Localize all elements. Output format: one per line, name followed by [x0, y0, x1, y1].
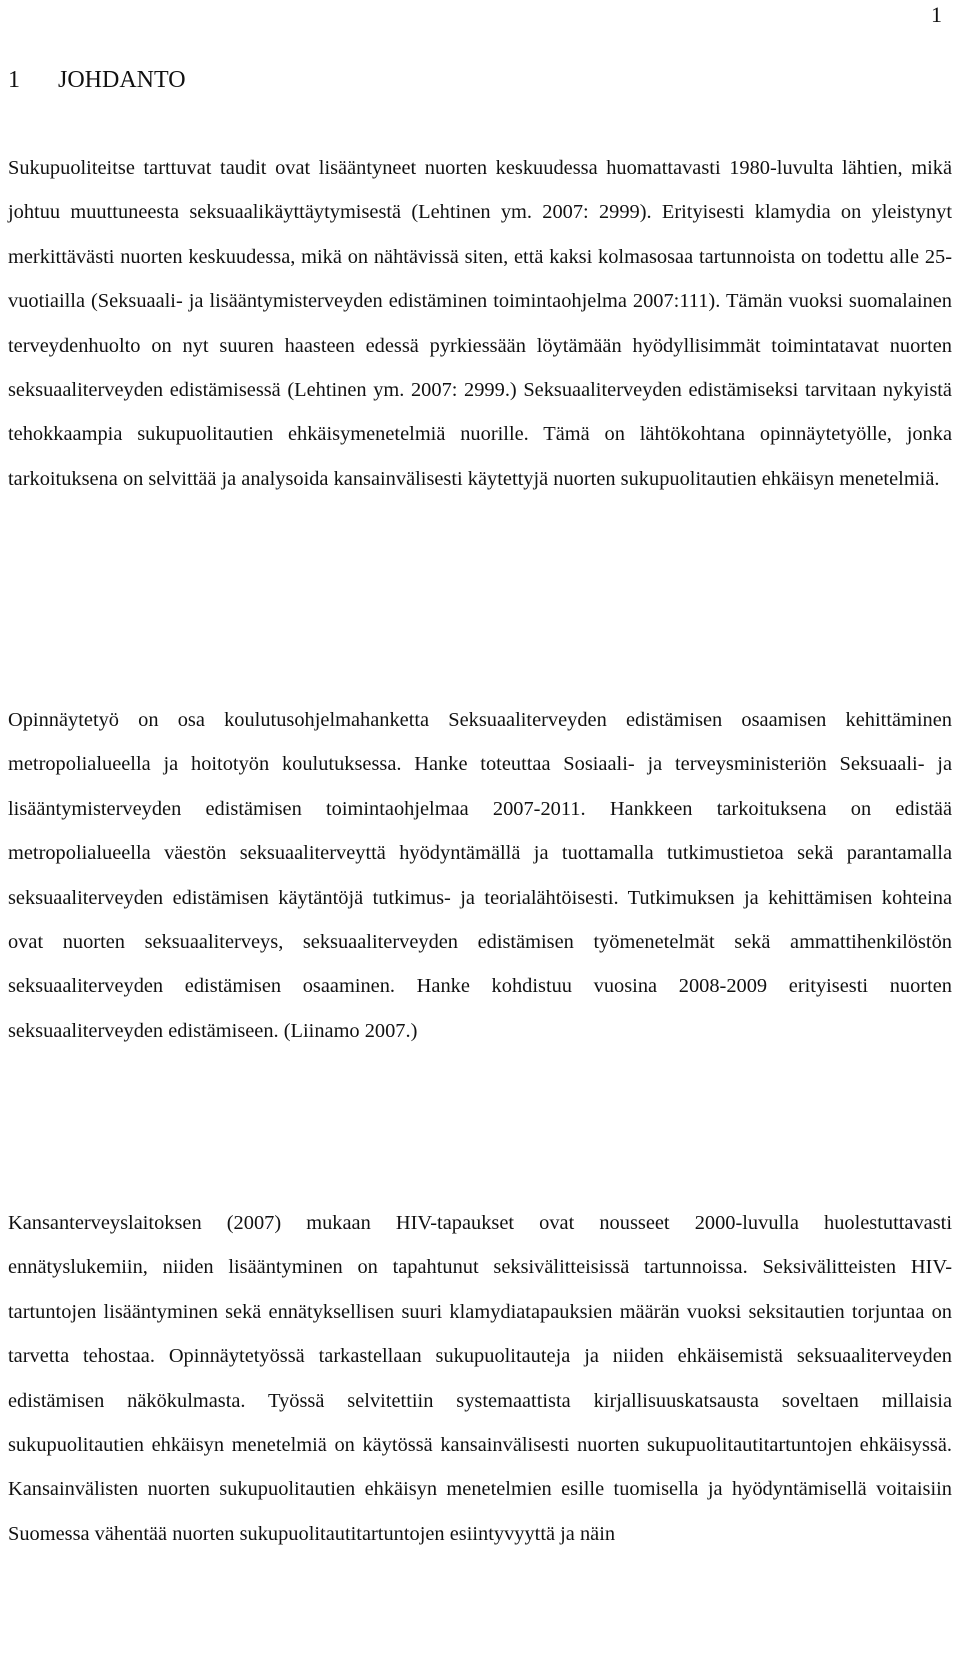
paragraph-2: Opinnäytetyö on osa koulutusohjelmahanketta Seksuaaliterveyden edistämisen osaamisen kehittäminen metropolialueella ja hoitotyön koulutuksessa. Hanke toteuttaa Sosiaali- ja terveysministeriön Seksuaali- ja lisääntymisterveyden edistämisen toimintaohjelmaa 2007-2011. Hankkeen tarkoituksena on edistää metropolialueella väestön seksuaaliterveyttä hyödyntämällä ja tuottamalla tutkimustietoa sekä parantamalla seksuaaliterveyden edistämisen käytäntöjä tutkimus- ja teorialähtöisesti. Tutkimuksen ja kehittämisen kohteina ovat nuorten seksuaaliterveys, seksuaaliterveyden edistämisen työmenetelmät sekä ammattihenkilöstön seksuaaliterveyden edistämisen osaaminen. Hanke kohdistuu vuosina 2008-2009 erityisesti nuorten seksuaaliterveyden edistämiseen. (Liinamo 2007.) — [8, 709, 952, 1042]
chapter-number: 1 — [8, 67, 20, 93]
page-number: 1 — [931, 2, 942, 27]
chapter-title: JOHDANTO — [58, 67, 186, 93]
paragraph-2-container — [8, 698, 952, 1053]
paragraph-3-container — [8, 1201, 952, 1556]
paragraph-1: Sukupuoliteitse tarttuvat taudit ovat lisääntyneet nuorten keskuudessa huomattavasti 1980-luvulta lähtien, mikä johtuu muuttuneesta seksuaalikäyttäytymisestä (Lehtinen ym. 2007: 2999). Erityisesti klamydia on yleistynyt merkittävästi nuorten keskuudessa, mikä on nähtävissä siten, että kaksi kolmasosaa tartunnoista on todettu alle 25-vuotiailla (Seksuaali- ja lisääntymisterveyden edistäminen toimintaohjelma 2007:111). Tämän vuoksi suomalainen terveydenhuolto on nyt suuren haasteen edessä pyrkiessään löytämään hyödyllisimmät toimintatavat nuorten seksuaaliterveyden edistämisessä (Lehtinen ym. 2007: 2999.) Seksuaaliterveyden edistämiseksi tarvitaan nykyistä tehokkaampia sukupuolitautien ehkäisymenetelmiä nuorille. Tämä on lähtökohtana opinnäytetyölle, jonka tarkoituksena on selvittää ja analysoida kansainvälisesti käytettyjä nuorten sukupuolitautien ehkäisyn menetelmiä. — [8, 157, 952, 490]
paragraph-3: Kansanterveyslaitoksen (2007) mukaan HIV-tapaukset ovat nousseet 2000-luvulla huolestuttavasti ennätyslukemiin, niiden lisääntyminen on tapahtunut seksivälitteisissä tartunnoissa. Seksivälitteisten HIV-tartuntojen lisääntyminen sekä ennätyksellisen suuri klamydiatapauksien määrän vuoksi seksitautien torjuntaa on tarvetta tehostaa. Opinnäytetyössä tarkastellaan sukupuolitauteja ja niiden ehkäisemistä seksuaaliterveyden edistämisen näkökulmasta. Työssä selvitettiin systemaattista kirjallisuuskatsausta soveltaen millaisia sukupuolitautien ehkäisyn menetelmiä on käytössä kansainvälisesti nuorten sukupuolitautitartuntojen ehkäisyssä. Kansainvälisten nuorten sukupuolitautien ehkäisyn menetelmien esille tuomisella ja hyödyntämisellä voitaisiin Suomessa vähentää nuorten sukupuolitautitartuntojen esiintyvyyttä ja näin — [8, 1212, 952, 1545]
paragraph-1-container — [8, 146, 952, 501]
chapter-heading — [8, 66, 186, 94]
